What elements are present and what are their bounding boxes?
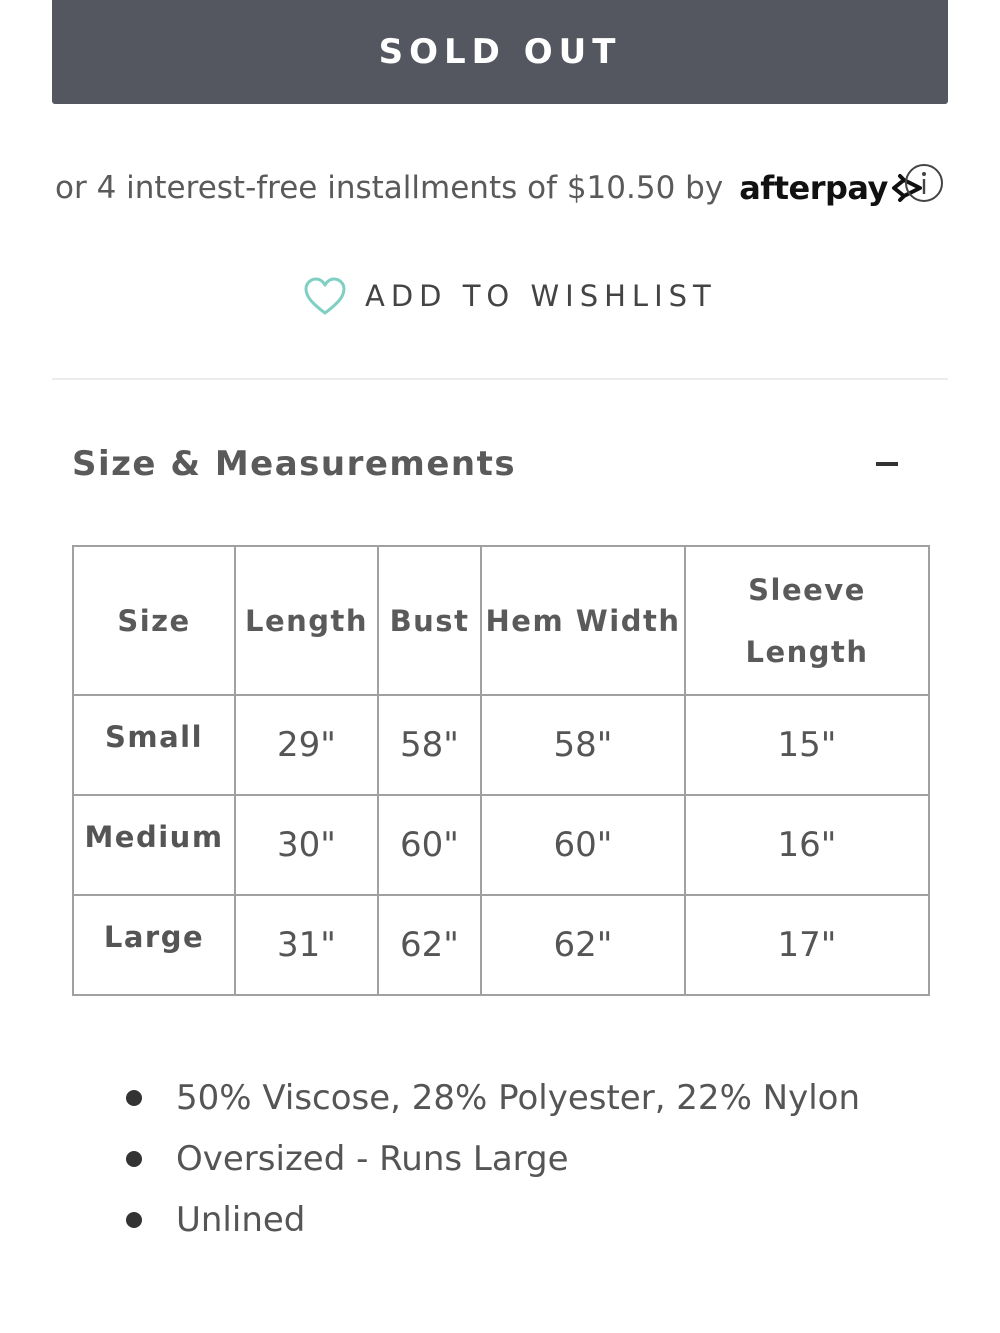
hem-width-cell: 62" — [481, 895, 685, 995]
sleeve-length-cell: 15" — [685, 695, 929, 795]
bullet-icon — [126, 1212, 142, 1228]
header-sleeve-length: Sleeve Length — [685, 546, 929, 695]
hem-width-cell: 60" — [481, 795, 685, 895]
info-icon[interactable] — [904, 163, 944, 203]
list-item — [120, 1068, 860, 1129]
size-chart-table — [72, 545, 930, 996]
size-cell: Large — [73, 895, 235, 995]
detail-text: 50% Viscose, 28% Polyester, 22% Nylon — [176, 1078, 861, 1118]
table-row — [73, 895, 929, 995]
wishlist-label: ADD TO WISHLIST — [365, 279, 717, 313]
header-hem-width: Hem Width — [481, 546, 685, 695]
product-details-list — [120, 1068, 860, 1251]
section-divider — [52, 378, 948, 380]
table-row — [73, 795, 929, 895]
minus-icon[interactable] — [876, 462, 898, 466]
detail-text: Oversized - Runs Large — [176, 1139, 569, 1179]
detail-text: Unlined — [176, 1200, 306, 1240]
installments-text: or 4 interest-free installments of $10.50 by — [55, 170, 724, 206]
bust-cell: 58" — [378, 695, 481, 795]
afterpay-logo[interactable] — [739, 169, 926, 207]
length-cell: 31" — [235, 895, 378, 995]
size-cell: Small — [73, 695, 235, 795]
bullet-icon — [126, 1090, 142, 1106]
section-title: Size & Measurements — [72, 444, 517, 484]
add-to-wishlist-button[interactable] — [303, 268, 717, 324]
bust-cell: 62" — [378, 895, 481, 995]
table-row — [73, 695, 929, 795]
sleeve-length-cell: 17" — [685, 895, 929, 995]
bust-cell: 60" — [378, 795, 481, 895]
afterpay-logo-text: afterpay — [739, 169, 888, 207]
hem-width-cell: 58" — [481, 695, 685, 795]
header-size: Size — [73, 546, 235, 695]
header-length: Length — [235, 546, 378, 695]
sleeve-length-cell: 16" — [685, 795, 929, 895]
afterpay-installments — [55, 160, 955, 216]
header-bust: Bust — [378, 546, 481, 695]
length-cell: 29" — [235, 695, 378, 795]
heart-outline-icon — [303, 276, 347, 316]
table-header-row — [73, 546, 929, 695]
list-item — [120, 1190, 860, 1251]
list-item — [120, 1129, 860, 1190]
size-measurements-toggle[interactable] — [72, 436, 902, 492]
length-cell: 30" — [235, 795, 378, 895]
bullet-icon — [126, 1151, 142, 1167]
size-cell: Medium — [73, 795, 235, 895]
sold-out-button[interactable]: SOLD OUT — [52, 0, 948, 104]
